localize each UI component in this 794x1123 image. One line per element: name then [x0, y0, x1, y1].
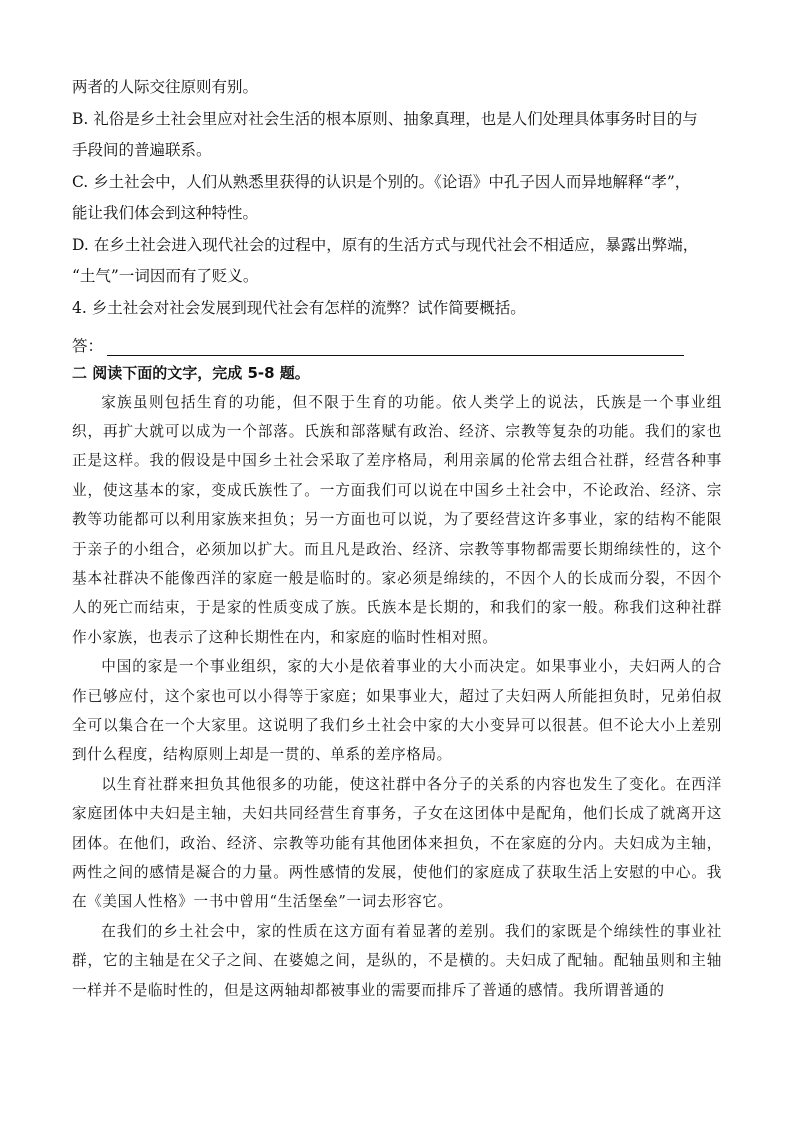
passage-paragraph: 在我们的乡土社会中，家的性质在这方面有着显著的差别。我们的家既是个绵续性的事业社群，它的主轴是在父子之间、在婆媳之间，是纵的，不是横的。夫妇成了配轴。配轴虽则和主轴一样并不是临时性的，但是这两轴却都被事业的需要而排斥了普通的感情。我所谓普通的	[72, 922, 722, 999]
reading-passage	[72, 388, 722, 1006]
answer-label: 答：	[72, 336, 104, 355]
previous-question-block	[72, 72, 722, 356]
option-b-line-1: B. 礼俗是乡土社会里应对社会生活的根本原则、抽象真理，也是人们处理具体事务时目的与	[72, 109, 698, 128]
option-c-line-2: 能让我们体会到这种特性。	[72, 204, 259, 222]
section-title: 二 阅读下面的文字，完成 5-8 题。	[72, 363, 310, 382]
passage-paragraph: 以生育社群来担负其他很多的功能，使这社群中各分子的关系的内容也发生了变化。在西洋家庭团体中夫妇是主轴，夫妇共同经营生育事务，子女在这团体中是配角，他们长成了就离开这团体。在他们，政治、经济、宗教等功能有其他团体来担负，不在家庭的分内。夫妇成为主轴，两性之间的感情是凝合的力量。两性感情的发展，使他们的家庭成了获取生活上安慰的中心。我在《美国人性格》一书中曾用“生活堡垒”一词去形容它。	[72, 775, 722, 911]
answer-row	[72, 324, 722, 356]
document-page	[72, 72, 722, 1005]
passage-paragraph: 家族虽则包括生育的功能，但不限于生育的功能。依人类学上的说法，氏族是一个事业组织，再扩大就可以成为一个部落。氏族和部落赋有政治、经济、宗教等复杂的功能。我们的家也正是这样。我的假设是中国乡土社会采取了差序格局，利用亲属的伦常去组合社群，经营各种事业，使这基本的家，变成氏族性了。一方面我们可以说在中国乡土社会中，不论政治、经济、宗教等功能都可以利用家族来担负；另一方面也可以说，为了要经营这许多事业，家的结构不能限于亲子的小组合，必须加以扩大。而且凡是政治、经济、宗教等事物都需要长期绵续性的，这个基本社群决不能像西洋的家庭一般是临时的。家必须是绵续的，不因个人的长成而分裂，不因个人的死亡而结束，于是家的性质变成了族。氏族本是长期的，和我们的家一般。称我们这种社群作小家族，也表示了这种长期性在内，和家庭的临时性相对照。	[72, 393, 722, 646]
option-d-line-1: D. 在乡土社会进入现代社会的过程中，原有的生活方式与现代社会不相适应，暴露出弊端，	[72, 235, 699, 254]
question-4: 4. 乡土社会对社会发展到现代社会有怎样的流弊？试作简要概括。	[72, 298, 526, 317]
option-c-line-1: C. 乡土社会中，人们从熟悉里获得的认识是个别的。《论语》中孔子因人而异地解释“孝”，	[72, 172, 691, 191]
question-fragment: 两者的人际交往原则有别。	[72, 78, 259, 96]
option-d-line-2: “土气”一词因而有了贬义。	[72, 267, 259, 285]
answer-blank-line[interactable]	[107, 337, 684, 356]
option-b-line-2: 手段间的普遍联系。	[72, 141, 212, 159]
passage-paragraph: 中国的家是一个事业组织，家的大小是依着事业的大小而决定。如果事业小，夫妇两人的合作已够应付，这个家也可以小得等于家庭；如果事业大，超过了夫妇两人所能担负时，兄弟伯叔全可以集合在一个大家里。这说明了我们乡土社会中家的大小变异可以很甚。但不论大小上差别到什么程度，结构原则上却是一贯的、单系的差序格局。	[72, 658, 722, 764]
